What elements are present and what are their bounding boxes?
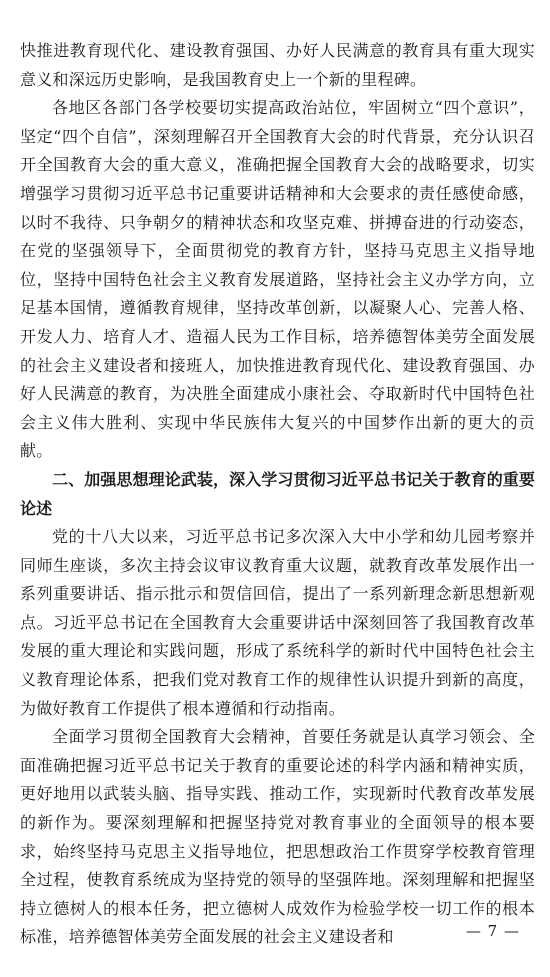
page-number: — 7 — — [465, 922, 520, 940]
paragraph-continuation: 快推进教育现代化、建设教育强国、办好人民满意的教育具有重大现实意义和深远历史影响，是我国教育史上一个新的里程碑。 — [20, 41, 535, 89]
paragraph-body: 各地区各部门各学校要切实提高政治站位，牢固树立“四个意识”，坚定“四个自信”，深刻理解召开全国教育大会的时代背景，充分认识召开全国教育大会的重大意义，准确把握全国教育大会的战略要求，切实增强学习贯彻习近平总书记重要讲话精神和大会要求的责任感使命感，以时不我待、只争朝夕的精神状态和攻坚克难、拼搏奋进的行动姿态，在党的坚强领导下，全面贯彻党的教育方针，坚持马克思主义指导地位，坚持中国特色社会主义教育发展道路，坚持社会主义办学方向，立足基本国情，遵循教育规律，坚持改革创新，以凝聚人心、完善人格、开发人力、培育人才、造福人民为工作目标，培养德智体美劳全面发展的社会主义建设者和接班人，加快推进教育现代化、建设教育强国、办好人民满意的教育，为决胜全面建成小康社会、夺取新时代中国特色社会主义伟大胜利、实现中华民族伟大复兴的中国梦作出新的更大的贡献。 — [20, 98, 535, 461]
section-heading: 二、加强思想理论武装，深入学习贯彻习近平总书记关于教育的重要论述 — [20, 469, 536, 518]
paragraph-body: 党的十八大以来，习近平总书记多次深入大中小学和幼儿园考察并同师生座谈，多次主持会议审议教育重大议题，就教育改革发展作出一系列重要讲话、指示批示和贺信回信，提出了一系列新理念新思想新观点。习近平总书记在全国教育大会重要讲话中深刻回答了我国教育改革发展的重大理论和实践问题，形成了系统科学的新时代中国特色社会主义教育理论体系，把我们党对教育工作的规律性认识提升到新的高度，为做好教育工作提供了根本遵循和行动指南。 — [20, 527, 535, 718]
document-page — [20, 37, 535, 952]
paragraph-body: 全面学习贯彻全国教育大会精神，首要任务就是认真学习领会、全面准确把握习近平总书记关于教育的重要论述的科学内涵和精神实质，更好地用以武装头脑、指导实践、推动工作，实现新时代教育改革发展的新作为。要深刻理解和把握坚持党对教育事业的全面领导的根本要求，始终坚持马克思主义指导地位，把思想政治工作贯穿学校教育管理全过程，使教育系统成为坚持党的领导的坚强阵地。深刻理解和把握坚持立德树人的根本任务，把立德树人成效作为检验学校一切工作的根本标准，培养德智体美劳全面发展的社会主义建设者和 — [20, 727, 535, 947]
